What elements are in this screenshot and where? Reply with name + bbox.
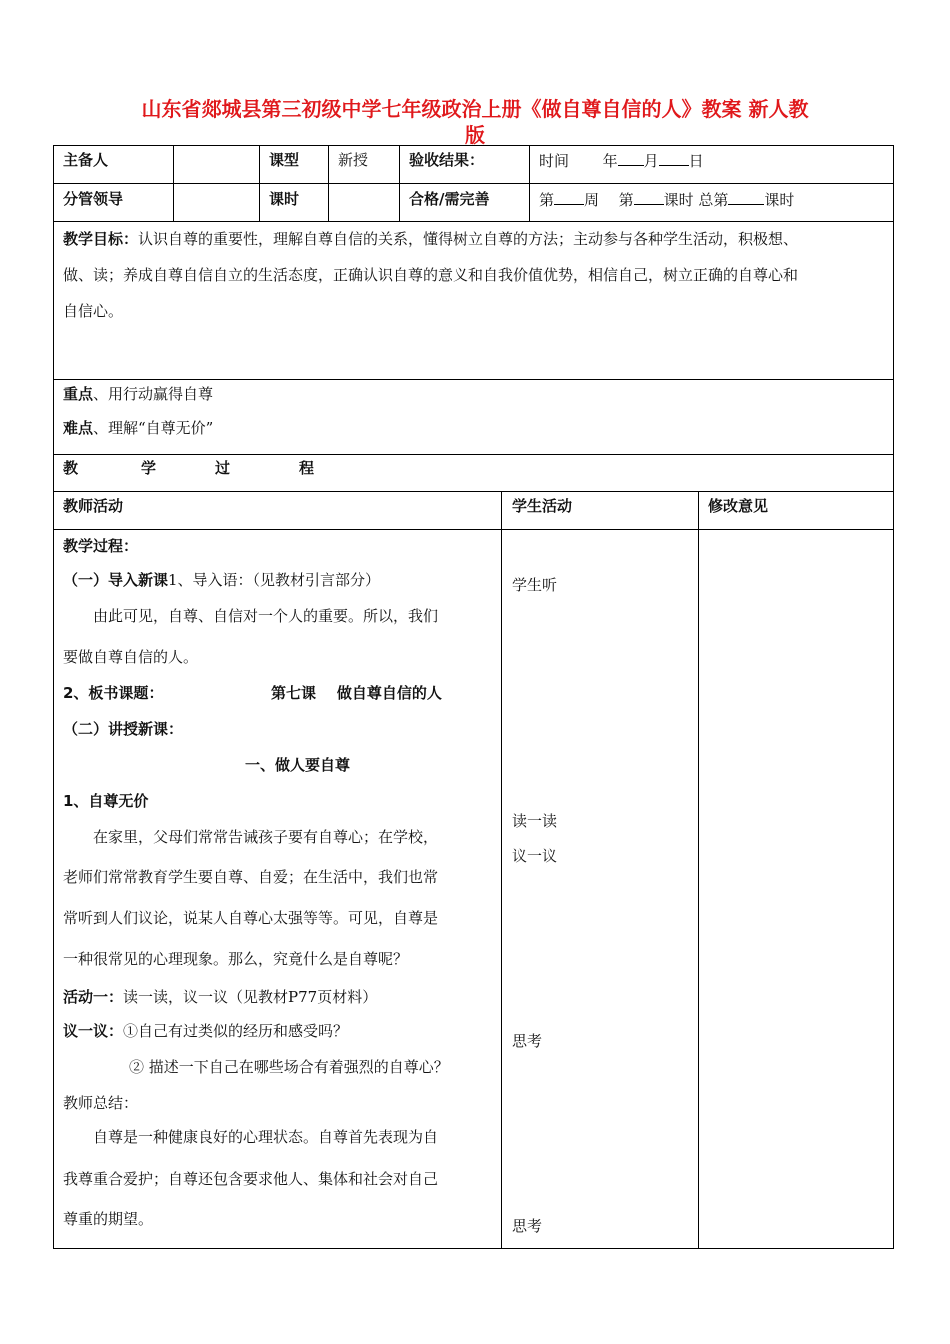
board-label: 2、板书课题： <box>63 684 164 702</box>
paragraph-line: 由此可见，自尊、自信对一个人的重要。所以，我们 <box>93 607 439 625</box>
student-note-think: 思考 <box>512 1217 543 1235</box>
table-border-left <box>53 145 54 1249</box>
board-title: 第七课 做自尊自信的人 <box>271 684 442 702</box>
period-label: 课时 <box>269 190 300 208</box>
total-blank <box>728 189 764 205</box>
student-activity-header: 学生活动 <box>512 497 573 515</box>
table-border-top <box>53 145 894 146</box>
student-note-think: 思考 <box>512 1032 543 1050</box>
week-prefix: 第 <box>539 191 555 209</box>
date-field <box>539 150 704 171</box>
difficult-label: 难点 <box>63 419 94 437</box>
col-divider <box>698 491 699 1249</box>
day-label: 日 <box>688 152 704 170</box>
lesson-type-value: 新授 <box>338 151 369 169</box>
col-divider <box>399 145 400 221</box>
student-note-discuss: 议一议 <box>512 847 558 865</box>
summary-label: 教师总结： <box>63 1094 139 1112</box>
week-suffix: 周 <box>584 191 600 209</box>
table-border-bottom <box>53 1248 894 1249</box>
col-divider <box>501 491 502 1249</box>
difficult-point <box>63 418 213 438</box>
process-char: 教 <box>63 459 79 477</box>
pass-label: 合格/需完善 <box>409 190 490 208</box>
process-char: 过 <box>215 459 231 477</box>
class-prefix: 第 <box>618 191 634 209</box>
process-char: 学 <box>141 459 157 477</box>
sub-title: 1、自尊无价 <box>63 792 149 810</box>
activity-text: 读一读，议一议（见教材P77页材料） <box>123 988 378 1006</box>
class-suffix: 课时 <box>663 191 694 209</box>
title-line-2: 版 <box>465 123 485 147</box>
intro-text: 1、导入语：（见教材引言部分） <box>168 571 381 589</box>
process-char: 程 <box>299 459 315 477</box>
goals-text-3: 自信心。 <box>63 302 124 320</box>
teaching-goals <box>63 221 798 329</box>
acceptance-label: 验收结果： <box>409 151 485 169</box>
col-divider <box>529 145 530 221</box>
process-label: 教学过程： <box>63 537 139 555</box>
paragraph-line: 在家里，父母们常常告诫孩子要有自尊心；在学校， <box>93 828 439 846</box>
discuss-label: 议一议： <box>63 1022 124 1040</box>
table-border-right <box>893 145 894 1249</box>
schedule-field <box>539 189 794 210</box>
key-label: 重点 <box>63 385 94 403</box>
col-divider <box>328 145 329 221</box>
month-blank <box>618 150 644 166</box>
paragraph-line: 老师们常常教育学生要自尊、自爱；在生活中，我们也常 <box>63 868 439 886</box>
month-label: 月 <box>643 152 659 170</box>
intro-line <box>63 570 380 590</box>
row-divider <box>53 491 894 492</box>
col-divider <box>173 145 174 221</box>
year-label: 年 <box>602 152 618 170</box>
paragraph-line: 要做自尊自信的人。 <box>63 648 199 666</box>
intro-label: （一）导入新课 <box>63 571 169 589</box>
total-suffix: 课时 <box>764 191 795 209</box>
goals-text-2: 做、读；养成自尊自信自立的生活态度，正确认识自尊的意义和自我价值优势，相信自己，树立正确的自尊心和 <box>63 266 799 284</box>
paragraph-line: 常听到人们议论，说某人自尊心太强等等。可见，自尊是 <box>63 909 439 927</box>
section-title: 一、做人要自尊 <box>245 756 351 774</box>
class-blank <box>634 189 664 205</box>
lecture-label: （二）讲授新课： <box>63 720 184 738</box>
key-text: 、用行动赢得自尊 <box>93 385 214 403</box>
discuss-question-2: ② 描述一下自己在哪些场合有着强烈的自尊心？ <box>129 1058 449 1076</box>
revision-notes-header: 修改意见 <box>708 497 769 515</box>
paragraph-line: 我尊重合爱护；自尊还包含要求他人、集体和社会对自己 <box>63 1170 439 1188</box>
week-blank <box>554 189 584 205</box>
student-note-listen: 学生听 <box>512 576 558 594</box>
paragraph-line: 尊重的期望。 <box>63 1210 154 1228</box>
student-note-read: 读一读 <box>512 812 558 830</box>
teacher-activity-header: 教师活动 <box>63 497 124 515</box>
row-divider <box>53 183 894 184</box>
discuss-line <box>63 1021 348 1041</box>
preparer-label: 主备人 <box>63 151 109 169</box>
lesson-plan-table <box>53 145 894 1249</box>
goals-label: 教学目标： <box>63 230 139 248</box>
col-divider <box>259 145 260 221</box>
goals-text-1: 认识自尊的重要性，理解自尊自信的关系，懂得树立自尊的方法；主动参与各种学生活动，积极想、 <box>138 230 799 248</box>
title-line-1: 山东省郯城县第三初级中学七年级政治上册《做自尊自信的人》教案 新人教 <box>141 97 809 121</box>
total-prefix: 总第 <box>698 191 729 209</box>
leader-label: 分管领导 <box>63 190 124 208</box>
day-blank <box>659 150 689 166</box>
document-title <box>60 96 890 148</box>
activity-label: 活动一： <box>63 988 124 1006</box>
paragraph-line: 一种很常见的心理现象。那么，究竟什么是自尊呢？ <box>63 950 409 968</box>
row-divider <box>53 529 894 530</box>
row-divider <box>53 454 894 455</box>
activity-line <box>63 987 377 1007</box>
difficult-text: 、理解“自尊无价” <box>93 419 214 437</box>
key-point <box>63 384 213 404</box>
row-divider <box>53 379 894 380</box>
paragraph-line: 自尊是一种健康良好的心理状态。自尊首先表现为自 <box>93 1128 439 1146</box>
discuss-question-1: ①自己有过类似的经历和感受吗？ <box>123 1022 349 1040</box>
time-label: 时间 <box>539 152 570 170</box>
lesson-type-label: 课型 <box>269 151 300 169</box>
